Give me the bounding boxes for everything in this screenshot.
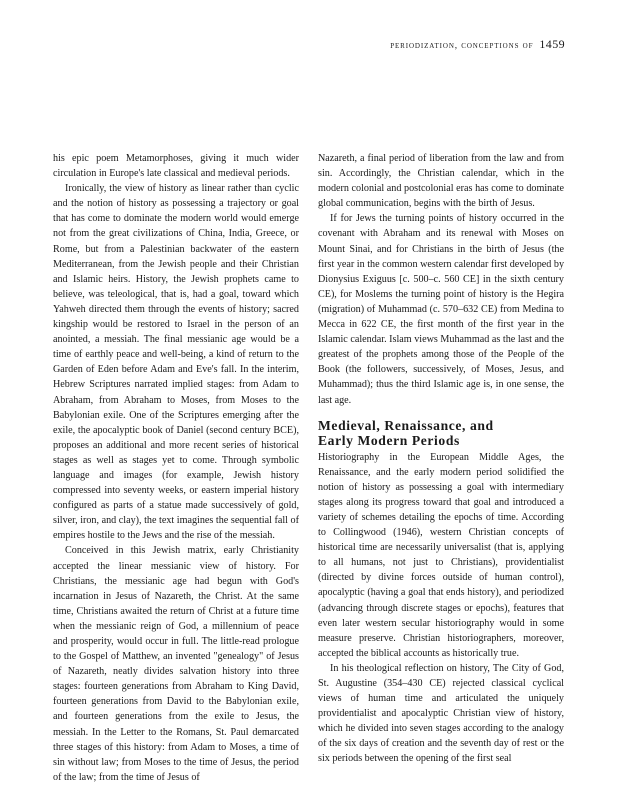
right-column [318, 151, 564, 767]
paragraph: Conceived in this Jewish matrix, early Christianity accepted the linear messianic view of history. For Christians, the messianic age had begun with God's incarnation in Jesus of Nazareth, the Christ. At the same time, Christians awaited the return of Christ at a future time when the messianic reign of God, a millennium of peace and prosperity, would occur in full. The little-read prologue to the Gospel of Matthew, an invented "genealogy" of Jesus of Nazareth, neatly divides salvation history into three stages: fourteen generations from Abraham to King David, fourteen generations from David to the Babylonian exile, and fourteen generations from the exile to Jesus, the messiah. In the Letter to the Romans, St. Paul demarcated three stages of this history: from Adam to Moses, a time of sin without law; from Moses to the time of Jesus, the period of the law; from the time of Jesus of [53, 545, 299, 783]
paragraph: Historiography in the European Middle Ages, the Renaissance, and the early modern period solidified the notion of history as possessing a goal with intermediary stages along its progress toward that goal and introduced a variety of schemes detailing the epochs of time. According to Collingwood (1946), western Christian concepts of historical time are necessarily universalist (that is, applying to all humans, not just to Christians), providentialist (directed by divine forces outside of human control), apocalyptic (having a goal that ends history), and periodized (advancing through discrete stages or epochs), features that even later western secular historiography would in some measure preserve. Christian historiographers, moreover, accepted the biblical accounts as historically true. [318, 451, 564, 659]
running-head [390, 37, 565, 52]
section-heading-line2: Early Modern Periods [318, 432, 460, 448]
paragraph: If for Jews the turning points of history occurred in the covenant with Abraham and its renewal with Moses on Mount Sinai, and for Christians in the birth of Jesus (the first year in the common western calendar first developed by Dionysius Exiguus [c. 500–c. 560 CE] in the sixth century CE), for Moslems the turning point of history is the Hegira (migration) of Muhammad (c. 570–632 CE) from Medina to Mecca in 622 CE, the first month of the first year in the Islamic calendar. Islam views Muhammad as the last and the greatest of the prophets among those of the People of the Book (the followers, successively, of Moses, Jesus, and Muhammad); thus the third Islamic age is, in one sense, the last age. [318, 213, 565, 406]
running-title: periodization, conceptions of [390, 41, 534, 51]
section-heading-line1: Medieval, Renaissance, and [318, 417, 494, 433]
paragraph: his epic poem Metamorphoses, giving it much wider circulation in Europe's late classical and medieval periods. [53, 153, 299, 180]
paragraph: Nazareth, a final period of liberation from the law and from sin. Accordingly, the Christian calendar, which in the modern colonial and postcolonial eras has come to dominate global communication, begins with the birth of Jesus. [318, 153, 564, 210]
page-number: 1459 [539, 37, 565, 51]
left-column [53, 151, 299, 785]
paragraph: In his theological reflection on history, The City of God, St. Augustine (354–430 CE) rejected classical cyclical views of human time and articulated the uniquely providentialist and apocalyptic Christian view of history, which he divided into seven stages according to the analogy of the six days of creation and the seventh day of rest or the six periods between the opening of the first seal [318, 662, 564, 765]
paragraph: Ironically, the view of history as linear rather than cyclic and the notion of history as possessing a trajectory or goal that has come to dominate the modern world would emerge not from the great civilizations of China, India, Greece, or Rome, but from a Palestinian backwater of the eastern Mediterranean, from the Jewish people and their Christian and Islamic heirs. History, the Jewish prophets came to believe, was teleological, that is, had a goal, toward which Yahweh directed them through the events of history; sacred kingship would be restored to Israel in the person of an anointed, a messiah. The final messianic age would be a time of earthly peace and well-being, a kind of return to the Garden of Eden before Adam and Eve's fall. In the interim, Hebrew Scriptures narrated implied stages: from Adam to Abraham, from Abraham to Moses, from Moses to the Babylonian exile. One of the Scriptures emerging after the exile, the apocalyptic book of Daniel (second century BCE), proposes an additional and more recent series of historical stages as well as stages yet to come. Through symbolic language and images (for example, Jewish history compressed into seventy weeks, or eastern imperial history configured as parts of a statue made successively of gold, silver, iron, and clay), the text imagines the sequential fall of empires hostile to the Jews and the rise of the messiah. [53, 183, 299, 542]
section-heading [318, 418, 564, 448]
